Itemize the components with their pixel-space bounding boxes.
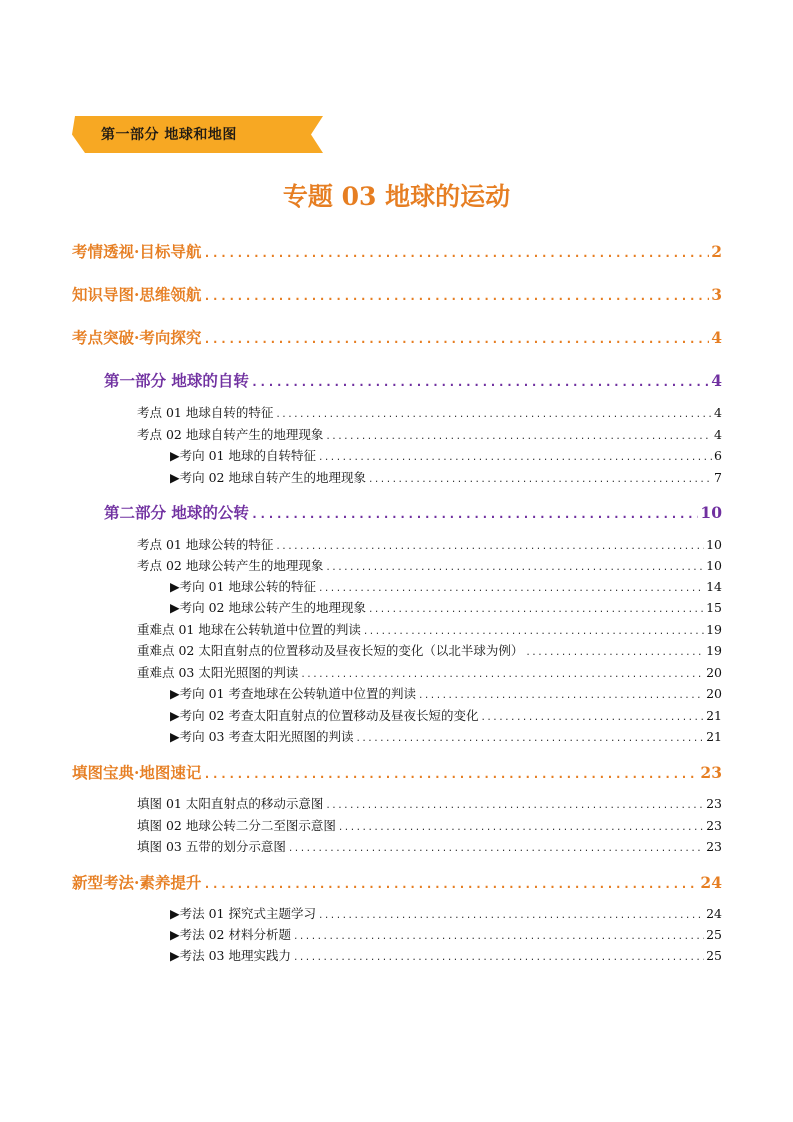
dot-leader [368,605,704,615]
page-number: 19 [706,643,722,658]
dot-leader [251,375,709,389]
dot-leader [325,801,704,811]
toc-label: 考情透视·目标导航 [72,242,202,261]
toc-item[interactable] [137,556,722,574]
toc-label: ▶考向 01 地球公转的特征 [170,579,316,594]
toc-subitem[interactable] [170,684,722,702]
toc-section[interactable] [72,283,722,305]
toc-label: 重难点 02 太阳直射点的位置移动及昼夜长短的变化（以北半球为例） [137,643,524,658]
toc-item[interactable] [137,535,722,553]
toc-label: 知识导图·思维领航 [72,285,202,304]
toc-label: 第二部分 地球的公转 [104,503,249,522]
dot-leader [275,542,704,552]
page-number: 10 [700,503,722,522]
toc-label: ▶考法 03 地理实践力 [170,948,291,963]
dot-leader [288,844,704,854]
page-number: 23 [706,818,722,833]
toc-label: 考点 01 地球自转的特征 [137,405,274,420]
page-number: 23 [706,839,722,854]
toc-item[interactable] [137,794,722,812]
toc-section[interactable] [72,761,722,783]
toc-part[interactable] [104,369,722,391]
page-number: 25 [706,948,722,963]
dot-leader [203,332,709,346]
dot-leader [480,713,704,723]
page-number: 3 [711,285,722,304]
page-title: 专题 03 地球的运动 [282,182,511,211]
page-number: 15 [706,600,722,615]
toc-label: 考点 02 地球公转产生的地理现象 [137,558,324,573]
dot-leader [363,627,704,637]
page-number: 4 [711,371,722,390]
page-number: 23 [700,763,722,782]
toc-label: ▶考向 02 地球公转产生的地理现象 [170,600,366,615]
page-number: 2 [711,242,722,261]
dot-leader [355,734,704,744]
toc-subitem[interactable] [170,727,722,745]
toc-label: ▶考向 03 考查太阳光照图的判读 [170,729,354,744]
toc-label: ▶考向 02 考查太阳直射点的位置移动及昼夜长短的变化 [170,708,479,723]
dot-leader [318,584,704,594]
page-number: 4 [711,328,722,347]
toc-section[interactable] [72,326,722,348]
page-number: 21 [706,729,722,744]
toc-label: 重难点 03 太阳光照图的判读 [137,665,299,680]
page-number: 7 [714,470,722,485]
page-number: 25 [706,927,722,942]
page-number: 21 [706,708,722,723]
toc-subitem[interactable] [170,577,722,595]
page-number: 14 [706,579,722,594]
toc-label: ▶考向 01 地球的自转特征 [170,448,316,463]
page-number: 20 [706,665,722,680]
toc-label: 考点突破·考向探究 [72,328,202,347]
toc-label: 填图 02 地球公转二分二至图示意图 [137,818,336,833]
dot-leader [325,432,712,442]
toc-subitem[interactable] [170,598,722,616]
page-number: 23 [706,796,722,811]
toc-subitem[interactable] [170,446,722,464]
toc-subitem[interactable] [170,904,722,922]
dot-leader [203,289,709,303]
toc-subitem[interactable] [170,468,722,486]
toc-label: ▶考向 02 地球自转产生的地理现象 [170,470,366,485]
page-number: 10 [706,537,722,552]
page-number: 24 [706,906,722,921]
page-number: 10 [706,558,722,573]
toc-label: 填图宝典·地图速记 [72,763,202,782]
toc-label: 填图 03 五带的划分示意图 [137,839,286,854]
page-number: 4 [714,427,722,442]
dot-leader [203,246,709,260]
dot-leader [318,453,712,463]
toc-subitem[interactable] [170,925,722,943]
toc-item[interactable] [137,425,722,443]
dot-leader [203,767,698,781]
toc-label: ▶考向 01 考查地球在公转轨道中位置的判读 [170,686,416,701]
dot-leader [338,823,704,833]
page-number: 20 [706,686,722,701]
toc-section[interactable] [72,871,722,893]
toc-item[interactable] [137,837,722,855]
toc-item[interactable] [137,816,722,834]
dot-leader [525,648,704,658]
toc-item[interactable] [137,641,722,659]
toc-item[interactable] [137,663,722,681]
toc-label: 填图 01 太阳直射点的移动示意图 [137,796,324,811]
dot-leader [293,953,704,963]
banner-label: 第一部分 地球和地图 [101,127,237,143]
dot-leader [300,670,704,680]
toc-part[interactable] [104,501,722,523]
toc-label: 新型考法·素养提升 [72,873,202,892]
dot-leader [318,911,704,921]
dot-leader [251,507,699,521]
toc-label: 考点 01 地球公转的特征 [137,537,274,552]
toc-item[interactable] [137,403,722,421]
page-number: 4 [714,405,722,420]
dot-leader [293,932,704,942]
toc-subitem[interactable] [170,946,722,964]
page-number: 24 [700,873,722,892]
dot-leader [275,410,712,420]
toc-item[interactable] [137,620,722,638]
toc-label: 第一部分 地球的自转 [104,371,249,390]
page-number: 6 [714,448,722,463]
toc-label: ▶考法 01 探究式主题学习 [170,906,316,921]
dot-leader [203,877,698,891]
dot-leader [325,563,704,573]
toc-subitem[interactable] [170,706,722,724]
dot-leader [418,691,704,701]
page-number: 19 [706,622,722,637]
toc-label: ▶考法 02 材料分析题 [170,927,291,942]
toc-section[interactable] [72,240,722,262]
dot-leader [368,475,712,485]
toc-label: 考点 02 地球自转产生的地理现象 [137,427,324,442]
toc-label: 重难点 01 地球在公转轨道中位置的判读 [137,622,361,637]
